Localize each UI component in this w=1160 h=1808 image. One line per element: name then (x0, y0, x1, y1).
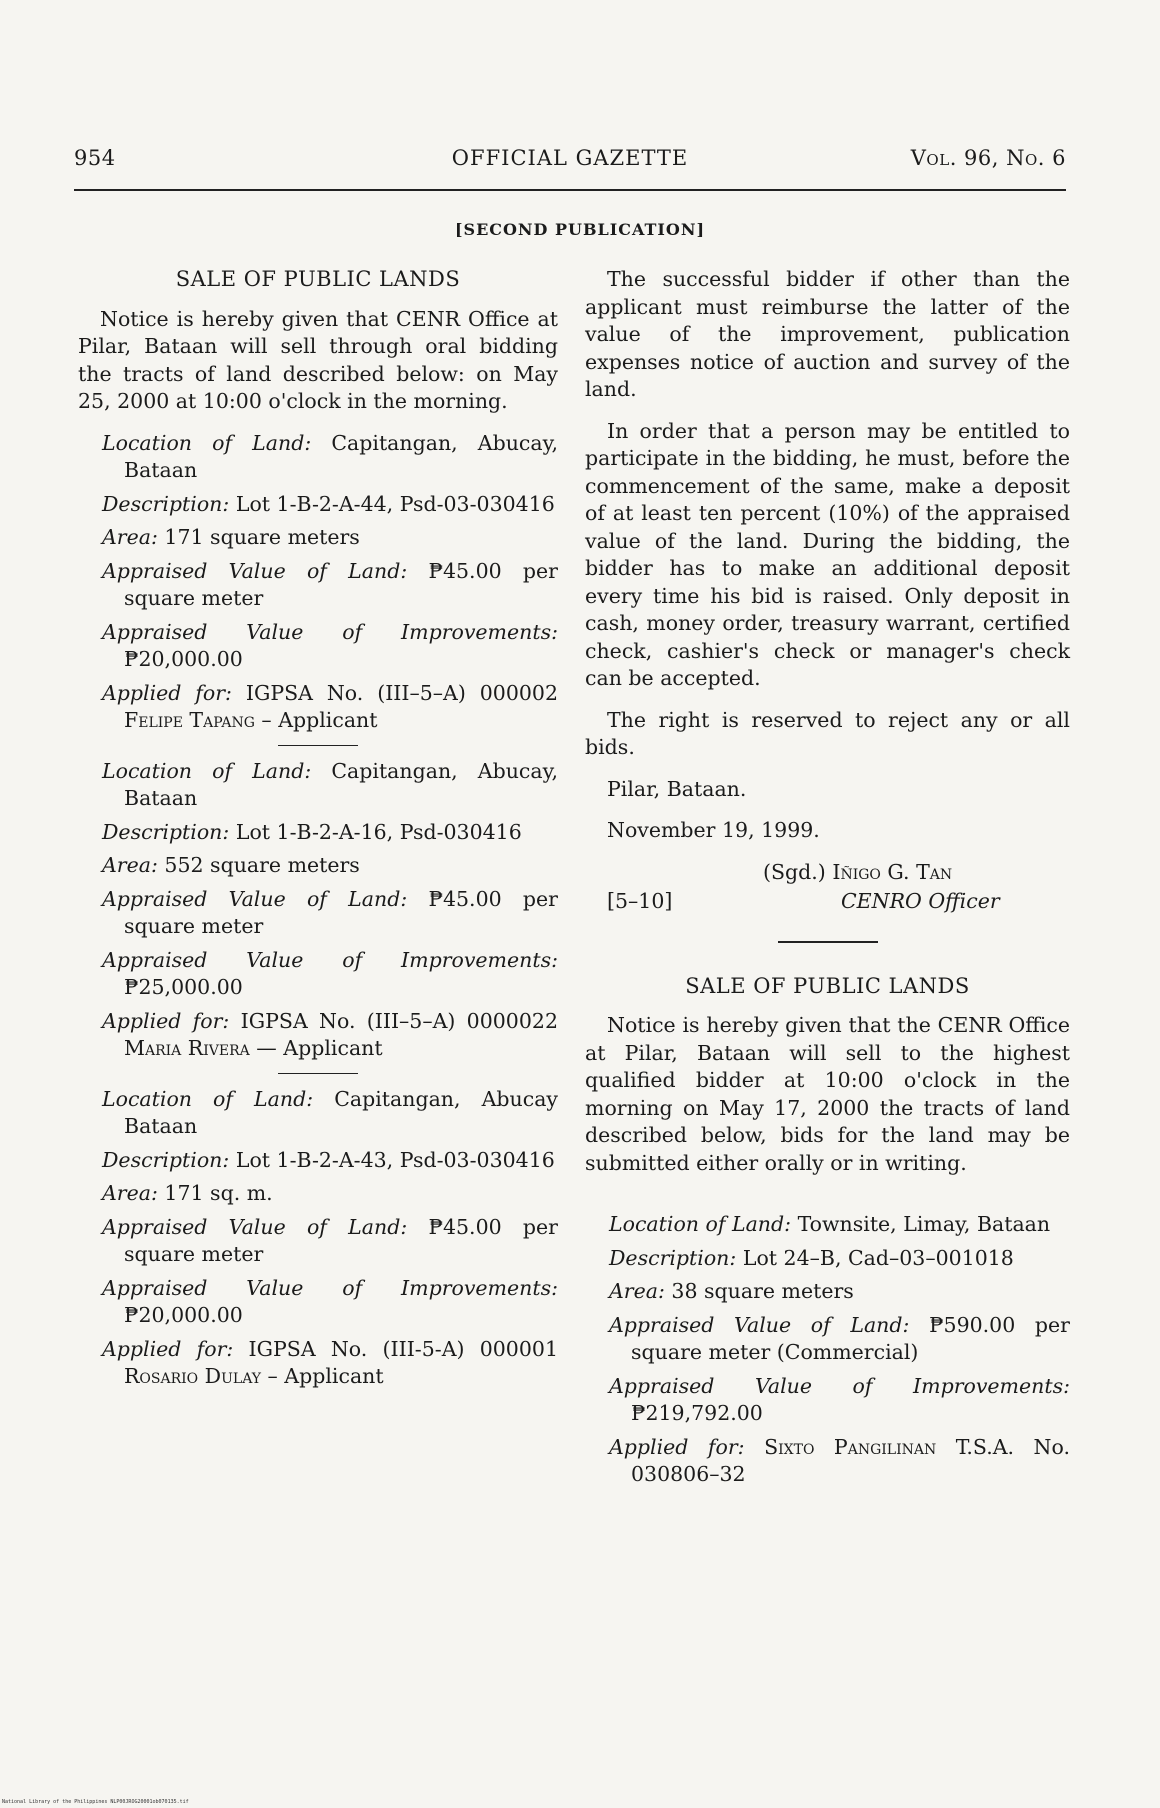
notice2-location (609, 1211, 1070, 1239)
notice2-area (609, 1278, 1070, 1306)
lot-divider (278, 1073, 358, 1074)
applied-for-label: Applied for: (102, 1336, 234, 1361)
location-value: Townsite, Limay, Bataan (797, 1212, 1051, 1236)
notice-place: Pilar, Bataan. (607, 776, 747, 801)
publication-title: OFFICIAL GAZETTE (451, 146, 689, 170)
value-improvements-label: Appraised Value of Improvements: (102, 619, 558, 644)
applied-for-value: T.S.A. No. 030806–32 (631, 1434, 1070, 1486)
location-label: Location of Land: (102, 1086, 314, 1111)
description-value: Lot 1-B-2-A-44, Psd-03-030416 (235, 491, 555, 516)
lot1-area (102, 524, 558, 552)
value-improvements-value: ₱25,000.00 (124, 975, 243, 999)
location-value: Capitangan, Abucay, Bataan (124, 430, 558, 482)
notice1-intro: Notice is hereby given that CENR Office at Pilar, Bataan will sell through oral bidding the tracts of land described below: on May 25, 2000 at 10:00 o'clock in the morning. (78, 306, 558, 413)
lot1-applied-for (102, 680, 558, 735)
signature-block (585, 859, 1070, 919)
applied-for-value: IGPSA No. (III–5–A) 0000022 (240, 1008, 558, 1033)
location-label: Location of Land: (102, 758, 312, 783)
notice2-value-improvements (609, 1373, 1070, 1428)
notice-date: November 19, 1999. (607, 818, 820, 842)
applicant-name: Rosario Dulay (124, 1364, 261, 1388)
area-label: Area: (102, 1181, 158, 1205)
lot1-location (102, 430, 558, 485)
value-improvements-label: Appraised Value of Improvements: (102, 1275, 558, 1300)
lot2-area (102, 852, 558, 880)
publication-tag: [SECOND PUBLICATION] (454, 220, 706, 239)
value-land-value: ₱590.00 per square meter (Commercial) (631, 1312, 1070, 1364)
lot2-description (102, 819, 558, 847)
applicant-name: Sixto Pangilinan (764, 1434, 937, 1459)
applied-for-label: Applied for: (102, 1008, 230, 1033)
description-value: Lot 1-B-2-A-43, Psd-03-030416 (235, 1147, 555, 1172)
applicant-suffix: – Applicant (267, 1364, 384, 1388)
publication-code: [5–10] (607, 888, 673, 913)
lot3-area (102, 1180, 558, 1208)
signatory-title: CENRO Officer (841, 888, 1000, 913)
description-label: Description: (102, 1147, 230, 1172)
lot-divider (278, 745, 358, 746)
applied-for-label: Applied for: (609, 1434, 745, 1459)
area-label: Area: (102, 525, 158, 549)
value-land-label: Appraised Value of Land: (102, 1214, 408, 1239)
value-improvements-value: ₱20,000.00 (124, 1303, 243, 1327)
signatory-line (763, 859, 952, 887)
volume-number: Vol. 96, No. 6 (910, 146, 1066, 170)
sgd-mark: (Sgd.) (763, 859, 826, 884)
right-reserved-paragraph: The right is reserved to reject any or all bids. (585, 707, 1070, 759)
applicant-suffix: — Applicant (256, 1036, 383, 1060)
location-label: Location of Land: (609, 1212, 792, 1236)
deposit-paragraph: In order that a person may be entitled to participate in the bidding, he must, before the commencement of the same, make a deposit of at least ten percent (10%) of the appraised value of the land. During the bidding, the bidder has to make an additional deposit every time his bid is raised. Only deposit in cash, money order, treasury warrant, certified check, cashier's check or manager's check can be accepted. (585, 418, 1070, 690)
area-label: Area: (609, 1279, 665, 1303)
value-land-label: Appraised Value of Land: (102, 558, 408, 583)
description-label: Description: (609, 1245, 737, 1270)
right-column (585, 266, 1070, 1495)
value-land-value: ₱45.00 per square meter (124, 1214, 558, 1266)
notice1-title: SALE OF PUBLIC LANDS (175, 267, 461, 291)
notice2-title: SALE OF PUBLIC LANDS (685, 973, 970, 998)
lot1-description (102, 491, 558, 519)
value-improvements-value: ₱219,792.00 (631, 1401, 763, 1425)
notice2-value-land (609, 1312, 1070, 1367)
location-label: Location of Land: (102, 430, 312, 455)
value-improvements-label: Appraised Value of Improvements: (609, 1373, 1070, 1398)
applied-for-value: IGPSA No. (III–5–A) 000002 (245, 680, 558, 705)
lot2-location (102, 758, 558, 813)
lot3-applied-for (102, 1336, 558, 1391)
area-label: Area: (102, 853, 158, 877)
value-land-value: ₱45.00 per square meter (124, 558, 558, 610)
description-label: Description: (102, 819, 230, 844)
value-improvements-value: ₱20,000.00 (124, 647, 243, 671)
lot1-value-improvements (102, 619, 558, 674)
applied-for-label: Applied for: (102, 680, 232, 705)
lot-entry-1 (102, 430, 558, 735)
lot2-value-land (102, 886, 558, 941)
lot-entry-2 (102, 758, 558, 1063)
description-value: Lot 1-B-2-A-16, Psd-030416 (235, 819, 522, 844)
lot1-value-land (102, 558, 558, 613)
area-value: 171 sq. m. (164, 1181, 273, 1205)
page-number: 954 (74, 146, 116, 170)
lot-entry-3 (102, 1086, 558, 1391)
applicant-name: Maria Rivera (124, 1036, 250, 1060)
lot3-description (102, 1147, 558, 1175)
notice2-lot-entry (609, 1211, 1070, 1489)
section-divider (778, 941, 878, 943)
applicant-name: Felipe Tapang (124, 708, 255, 732)
lot2-applied-for (102, 1008, 558, 1063)
description-label: Description: (102, 491, 230, 516)
value-land-label: Appraised Value of Land: (102, 886, 408, 911)
area-value: 171 square meters (164, 525, 360, 549)
page-header (74, 146, 1066, 182)
notice2-description (609, 1245, 1070, 1273)
notice2-applied-for (609, 1434, 1070, 1489)
signatory-name: Iñigo G. Tan (832, 859, 953, 884)
left-column (78, 266, 558, 1397)
header-rule (74, 189, 1066, 191)
location-value: Capitangan, Abucay Bataan (124, 1086, 558, 1138)
lot3-location (102, 1086, 558, 1141)
lot2-value-improvements (102, 947, 558, 1002)
area-value: 38 square meters (671, 1279, 854, 1303)
applied-for-value: IGPSA No. (III-5-A) 000001 (248, 1336, 558, 1361)
area-value: 552 square meters (164, 853, 360, 877)
applicant-suffix: – Applicant (261, 708, 378, 732)
lot3-value-land (102, 1214, 558, 1269)
notice2-intro: Notice is hereby given that the CENR Office at Pilar, Bataan will sell to the highest qualified bidder at 10:00 o'clock in the morning on May 17, 2000 the tracts of land described below, bids for the land may be submitted either orally or in writing. (585, 1013, 1070, 1175)
scan-footer-note: National Library of the Philippines NLP00JROG20001ob070135.tif (2, 1799, 189, 1805)
location-value: Capitangan, Abucay, Bataan (124, 758, 558, 810)
reimburse-paragraph: The successful bidder if other than the applicant must reimburse the latter of the value of the improvement, publication expenses notice of auction and survey of the land. (585, 267, 1070, 401)
lot3-value-improvements (102, 1275, 558, 1330)
value-land-value: ₱45.00 per square meter (124, 886, 558, 938)
value-land-label: Appraised Value of Land: (609, 1312, 910, 1337)
value-improvements-label: Appraised Value of Improvements: (102, 947, 558, 972)
description-value: Lot 24–B, Cad–03–001018 (742, 1245, 1014, 1270)
